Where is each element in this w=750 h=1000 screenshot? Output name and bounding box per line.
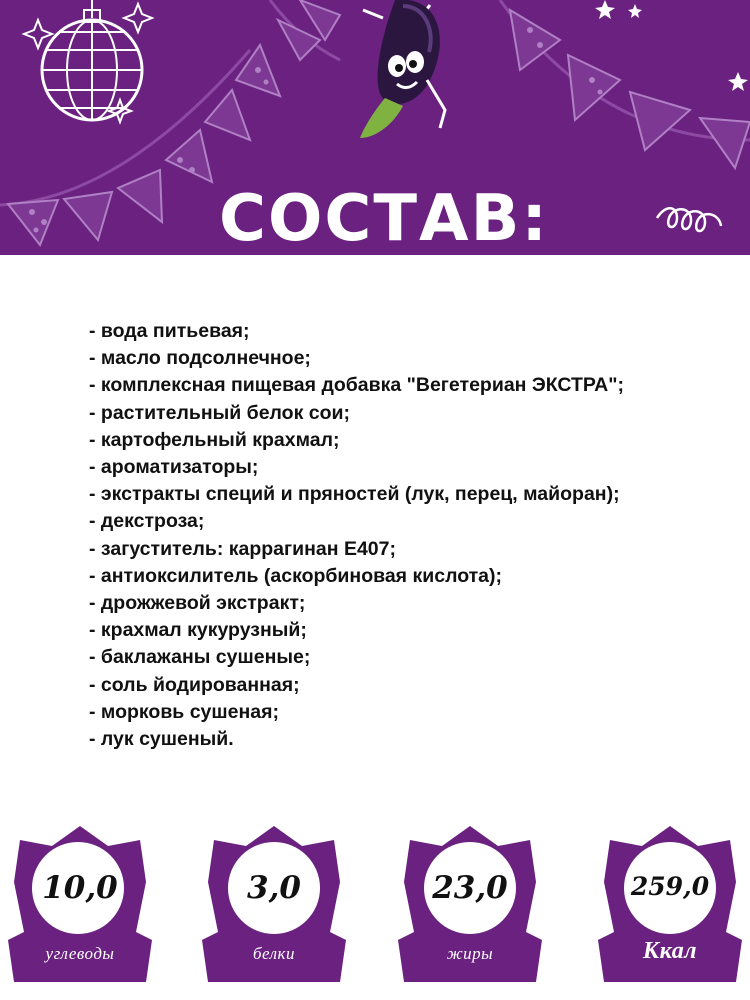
sparkle-star-icon bbox=[124, 4, 152, 32]
list-item: - дрожжевой экстракт; bbox=[89, 592, 306, 615]
nutrition-badge-protein bbox=[200, 822, 348, 992]
disco-ball-icon bbox=[20, 0, 170, 140]
list-item: - декстроза; bbox=[89, 510, 205, 533]
list-item: - морковь сушеная; bbox=[89, 700, 279, 723]
list-item: - экстракты специй и пряностей (лук, перец, майоран); bbox=[89, 483, 620, 506]
ingredients-list bbox=[89, 318, 729, 753]
list-item: - комплексная пищевая добавка "Вегетериан ЭКСТРА"; bbox=[89, 374, 624, 397]
header-banner bbox=[0, 0, 750, 255]
list-item: - загуститель: каррагинан Е407; bbox=[89, 537, 396, 560]
protein-value: 3,0 bbox=[247, 870, 301, 906]
nutrition-badge-kcal bbox=[596, 822, 744, 992]
carbs-label: углеводы bbox=[45, 944, 115, 963]
list-item: - крахмал кукурузный; bbox=[89, 619, 307, 642]
list-item: - лук сушеный. bbox=[89, 728, 234, 751]
page-title: СОСТАВ: bbox=[219, 182, 549, 255]
list-item: - картофельный крахмал; bbox=[89, 428, 340, 451]
protein-label: белки bbox=[252, 944, 296, 963]
list-item: - вода питьевая; bbox=[89, 320, 250, 342]
eggplant-mascot-icon bbox=[345, 0, 455, 150]
list-item: - масло подсолнечное; bbox=[89, 347, 311, 370]
list-item: - соль йодированная; bbox=[89, 673, 300, 696]
list-item: - растительный белок сои; bbox=[89, 401, 351, 424]
kcal-value: 259,0 bbox=[630, 872, 710, 901]
kcal-label: Ккал bbox=[642, 938, 698, 964]
carbs-value: 10,0 bbox=[42, 870, 118, 906]
nutrition-badge-carbs bbox=[6, 822, 154, 992]
list-item: - баклажаны сушеные; bbox=[89, 646, 311, 669]
fat-value: 23,0 bbox=[432, 870, 508, 906]
nutrition-badge-fat bbox=[396, 822, 544, 992]
list-item: - антиоксилитель (аскорбиновая кислота); bbox=[89, 564, 503, 587]
list-item: - ароматизаторы; bbox=[89, 456, 259, 479]
fat-label: жиры bbox=[446, 944, 494, 963]
